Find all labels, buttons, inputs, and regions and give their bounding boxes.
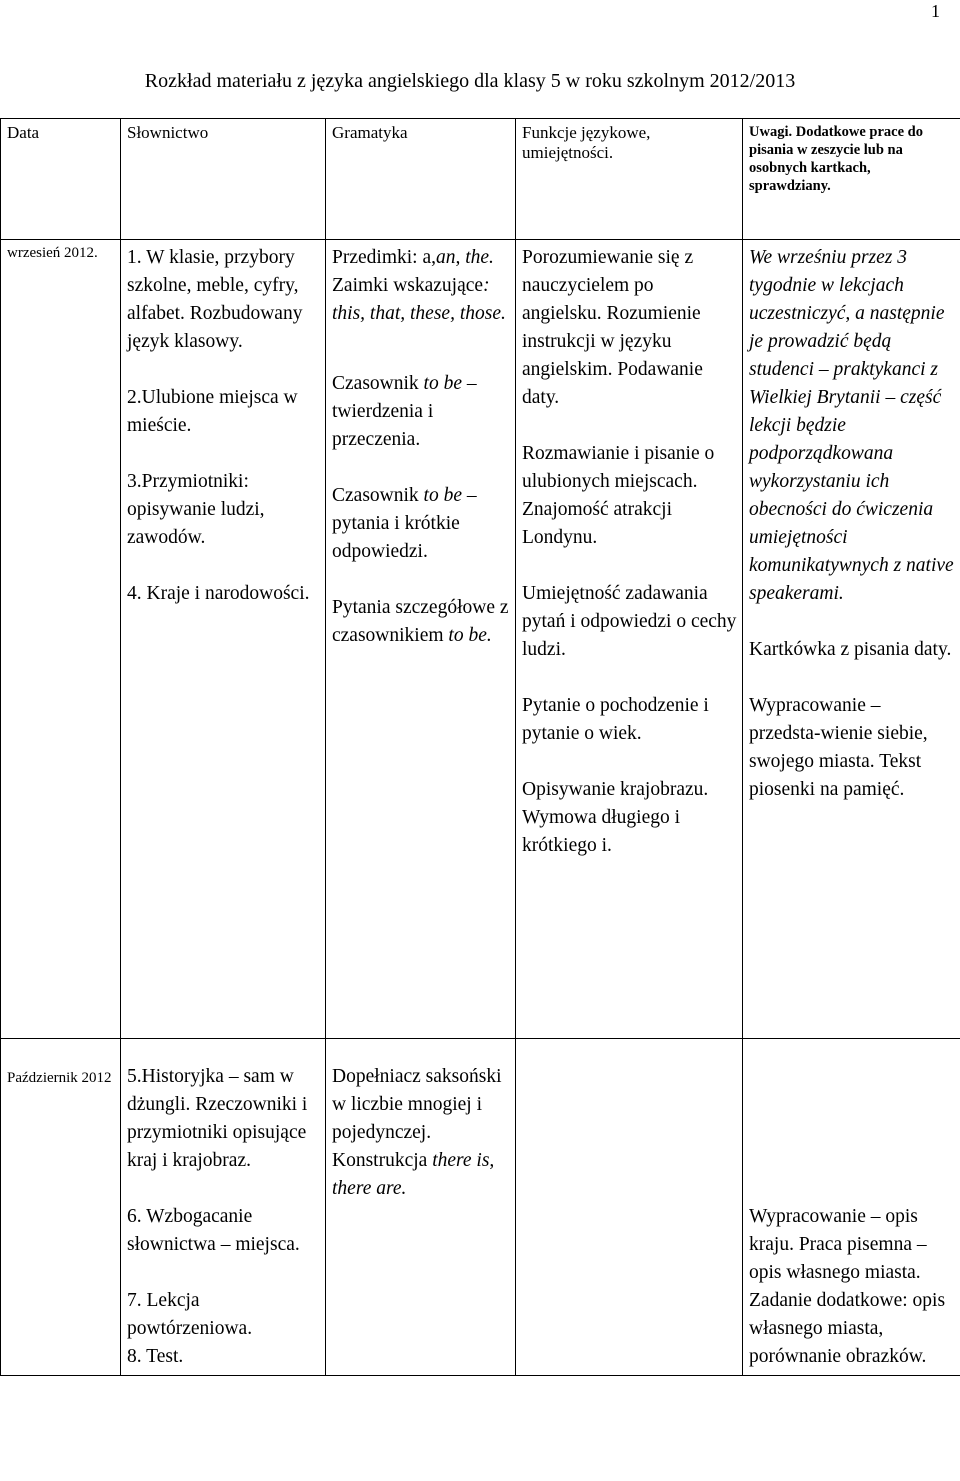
vocab-item: Historyjka – sam w dżungli. Rzeczowniki i przymiotniki opisujące kraj i krajobraz. (127, 1066, 308, 1171)
page-number: 1 (931, 1, 940, 21)
row-october (1, 1039, 960, 1376)
grammar-text: Przedimki: a, (332, 247, 436, 268)
grammar-text: to be. (448, 625, 492, 646)
document-title: Rozkład materiału z języka angielskiego dla klasy 5 w roku szkolnym 2012/2013 (144, 70, 796, 92)
vocab-item: Test. (141, 1346, 184, 1367)
vocab-item: Wzbogacanie słownictwa – miejsca. (127, 1206, 300, 1255)
function-item: Opisywanie krajobrazu. Wymowa długiego i krótkiego i. (522, 779, 709, 856)
grammar-text: there is, there are. (332, 1150, 495, 1199)
function-item: Rozmawianie i pisanie o ulubionych miejscach. Znajomość atrakcji Londynu. (522, 443, 715, 548)
header-functions: Funkcje językowe, umiejętności. (516, 119, 743, 240)
note-item: Kartkówka z pisania daty. (749, 639, 952, 660)
vocab-item-number: 5. (127, 1066, 142, 1087)
vocab-item: Ulubione miejsca w mieście. (127, 387, 298, 436)
header-row (1, 119, 960, 240)
grammar-september (326, 240, 516, 1039)
grammar-text: Czasownik (332, 373, 424, 394)
header-data: Data (1, 119, 121, 240)
grammar-text: an, the. (435, 247, 494, 268)
grammar-text: Dopełniacz saksoński w liczbie mnogiej i pojedynczej. Konstrukcja (332, 1066, 502, 1171)
functions-october (516, 1039, 743, 1376)
grammar-text: Pytania szczegółowe z czasownikiem (332, 597, 509, 646)
grammar-october (326, 1039, 516, 1376)
vocab-item: Lekcja powtórzeniowa. (127, 1290, 253, 1339)
vocab-item-number: 7. (127, 1290, 142, 1311)
row-september (1, 240, 960, 1039)
vocab-item: W klasie, przybory szkolne, meble, cyfry, alfabet. Rozbudowany język klasowy. (127, 247, 303, 352)
notes-october (743, 1039, 960, 1376)
grammar-text: Czasownik (332, 485, 424, 506)
vocab-item: Kraje i narodowości. (141, 583, 310, 604)
vocab-october (121, 1039, 326, 1376)
grammar-text: : this, that, these, those. (332, 275, 506, 324)
header-notes: Uwagi. Dodatkowe prace do pisania w zeszycie lub na osobnych kartkach, sprawdziany. (743, 119, 960, 240)
vocab-item-number: 6. (127, 1206, 142, 1227)
function-item: Pytanie o pochodzenie i pytanie o wiek. (522, 695, 709, 744)
functions-september (516, 240, 743, 1039)
notes-september (743, 240, 960, 1039)
grammar-text: – twierdzenia i przeczenia. (332, 373, 477, 450)
function-item: Umiejętność zadawania pytań i odpowiedzi o cechy ludzi. (522, 583, 737, 660)
vocab-item-number: 3. (127, 471, 142, 492)
function-item: Porozumiewanie się z nauczycielem po angielsku. Rozumienie instrukcji w języku angielskim. Podawanie daty. (522, 247, 703, 408)
grammar-text: to be (423, 485, 462, 506)
header-grammar: Gramatyka (326, 119, 516, 240)
vocab-item-number: 8. (127, 1346, 142, 1367)
vocab-september (121, 240, 326, 1039)
vocab-item-number: 2. (127, 387, 142, 408)
vocab-item: Przymiotniki: opisywanie ludzi, zawodów. (127, 471, 265, 548)
vocab-item-number: 4. (127, 583, 142, 604)
date-october: Październik 2012 (1, 1039, 121, 1376)
grammar-text: – pytania i krótkie odpowiedzi. (332, 485, 477, 562)
grammar-text: to be (423, 373, 462, 394)
note-item: Wypracowanie – opis kraju. Praca pisemna – opis własnego miasta. Zadanie dodatkowe: opis własnego miasta, porównanie obrazków. (749, 1206, 946, 1367)
curriculum-table (0, 118, 960, 1376)
note-item: Wypracowanie – przedsta-wienie siebie, swojego miasta. Tekst piosenki na pamięć. (749, 695, 928, 800)
note-item: We wrześniu przez 3 tygodnie w lekcjach uczestniczyć, a następnie je prowadzić będą studenci – praktykanci z Wielkiej Brytanii – część lekcji będzie podporządkowana wykorzystaniu ich obecności do ćwiczenia umiejętności komunikatywnych z native speakerami. (749, 247, 954, 604)
date-september: wrzesień 2012. (1, 240, 121, 1039)
grammar-text: Zaimki wskazujące (332, 275, 484, 296)
header-vocabulary: Słownictwo (121, 119, 326, 240)
vocab-item-number: 1. (127, 247, 142, 268)
